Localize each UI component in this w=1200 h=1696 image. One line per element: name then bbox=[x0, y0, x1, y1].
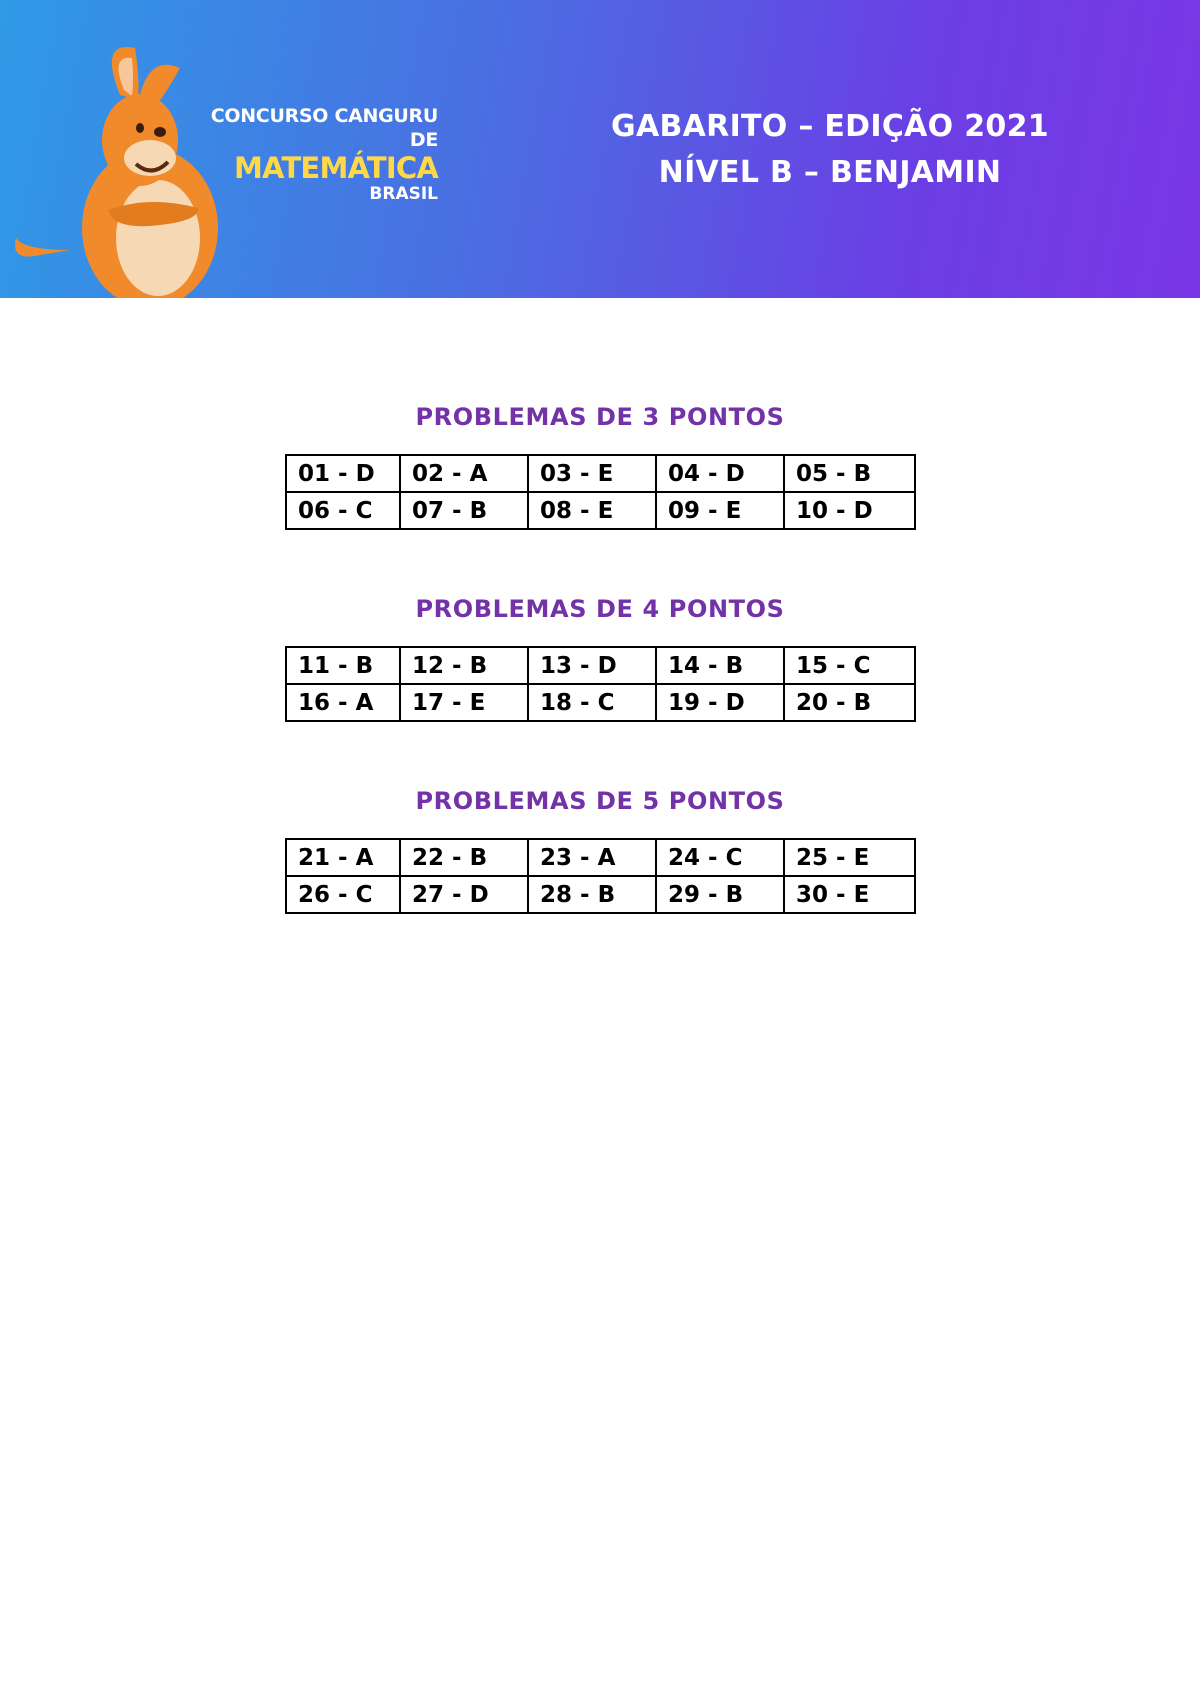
answer-cell: 13 - D bbox=[528, 647, 656, 684]
answer-cell: 18 - C bbox=[528, 684, 656, 721]
title-line-2: NÍVEL B – BENJAMIN bbox=[658, 155, 1002, 190]
answer-cell: 17 - E bbox=[400, 684, 528, 721]
answer-cell: 24 - C bbox=[656, 839, 784, 876]
answer-cell: 23 - A bbox=[528, 839, 656, 876]
answer-cell: 30 - E bbox=[784, 876, 915, 913]
logo-line-3: BRASIL bbox=[369, 184, 438, 204]
title-line-1: GABARITO – EDIÇÃO 2021 bbox=[611, 109, 1049, 144]
section-heading: PROBLEMAS DE 5 PONTOS bbox=[415, 787, 785, 815]
answer-cell: 07 - B bbox=[400, 492, 528, 529]
contest-logo bbox=[184, 104, 438, 204]
answer-cell: 05 - B bbox=[784, 455, 915, 492]
answer-cell: 15 - C bbox=[784, 647, 915, 684]
answer-table bbox=[285, 454, 916, 530]
answer-cell: 21 - A bbox=[286, 839, 400, 876]
answer-cell: 02 - A bbox=[400, 455, 528, 492]
answer-cell: 25 - E bbox=[784, 839, 915, 876]
logo-line-2: MATEMÁTICA bbox=[234, 151, 438, 185]
answer-table bbox=[285, 646, 916, 722]
answer-cell: 04 - D bbox=[656, 455, 784, 492]
answer-cell: 19 - D bbox=[656, 684, 784, 721]
table-row bbox=[286, 492, 915, 529]
answer-cell: 27 - D bbox=[400, 876, 528, 913]
answer-cell: 11 - B bbox=[286, 647, 400, 684]
answer-table bbox=[285, 838, 916, 914]
answer-cell: 08 - E bbox=[528, 492, 656, 529]
table-row bbox=[286, 876, 915, 913]
answer-cell: 20 - B bbox=[784, 684, 915, 721]
answer-cell: 26 - C bbox=[286, 876, 400, 913]
document-title bbox=[600, 104, 1060, 196]
answer-cell: 12 - B bbox=[400, 647, 528, 684]
answer-cell: 16 - A bbox=[286, 684, 400, 721]
section-heading: PROBLEMAS DE 4 PONTOS bbox=[415, 595, 785, 623]
table-row bbox=[286, 647, 915, 684]
header-banner bbox=[0, 0, 1200, 298]
answer-cell: 09 - E bbox=[656, 492, 784, 529]
table-row bbox=[286, 455, 915, 492]
answer-cell: 10 - D bbox=[784, 492, 915, 529]
answer-cell: 01 - D bbox=[286, 455, 400, 492]
table-row bbox=[286, 839, 915, 876]
answer-cell: 03 - E bbox=[528, 455, 656, 492]
answer-cell: 14 - B bbox=[656, 647, 784, 684]
answer-cell: 22 - B bbox=[400, 839, 528, 876]
answer-cell: 06 - C bbox=[286, 492, 400, 529]
answer-cell: 29 - B bbox=[656, 876, 784, 913]
answer-cell: 28 - B bbox=[528, 876, 656, 913]
logo-line-1: CONCURSO CANGURU DE bbox=[210, 105, 438, 151]
section-heading: PROBLEMAS DE 3 PONTOS bbox=[415, 403, 785, 431]
table-row bbox=[286, 684, 915, 721]
